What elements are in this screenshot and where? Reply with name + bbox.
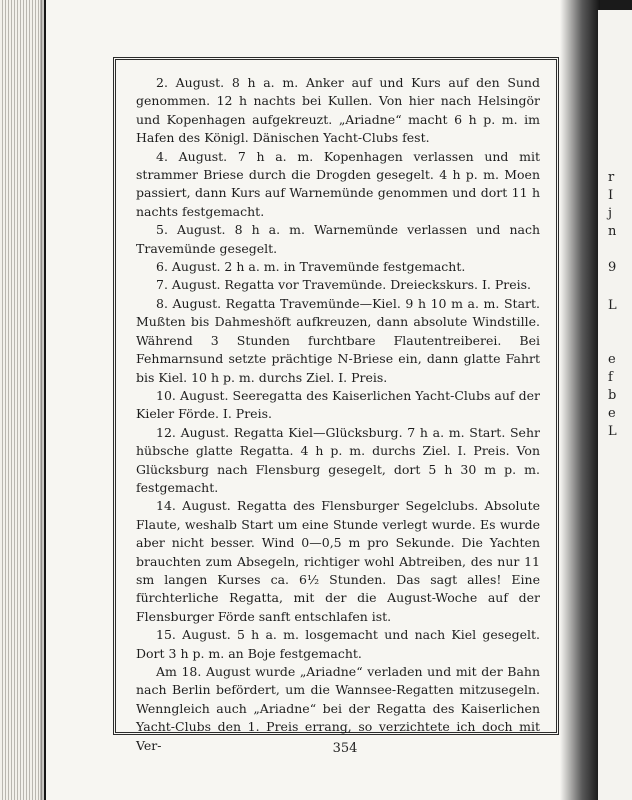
diary-entry-aug-10: 10. August. Seeregatta des Kaiserlichen Yacht-Clubs auf der Kieler Förde. I. Preis. (136, 387, 540, 422)
facing-page-fragment: 9 (608, 260, 617, 275)
facing-page-fragment: b (608, 388, 617, 403)
diary-entry-aug-7: 7. August. Regatta vor Travemünde. Dreieckskurs. I. Preis. (156, 277, 532, 293)
book-page-edges (0, 0, 44, 800)
facing-page-fragment: n (608, 224, 617, 239)
diary-entry-aug-8: 8. August. Regatta Travemünde—Kiel. 9 h 10 m a. m. Start. Mußten bis Dahmeshöft aufkreuzen, dann absolute Windstille. Während 3 Stunden furchtbare Flautentreiberei. Bei Fehmarnsund setzte prächtige N-Briese ein, dann glatte Fahrt bis Kiel. 10 h p. m. durchs Ziel. I. Preis. (136, 295, 540, 385)
book-gutter (560, 0, 600, 800)
facing-page-fragment: L (608, 298, 617, 313)
facing-page (598, 10, 632, 800)
diary-entry-aug-5: 5. August. 8 h a. m. Warnemünde verlassen und nach Travemünde gesegelt. (136, 222, 540, 256)
page-body-text (136, 74, 540, 755)
diary-entry-aug-14: 14. August. Regatta des Flensburger Segelclubs. Absolute Flaute, weshalb Start um eine Stunde verlegt wurde. Es wurde aber nicht besser. Wind 0—0,5 m pro Sekunde. Die Yachten brauchten zum Absegeln, richtiger wohl Abtreiben, des nur 11 sm langen Kurses ca. 6½ Stunden. Das sagt alles! Eine fürchterliche Regatta, mit der die August-Woche auf der Flensburger Förde sanft entschlafen ist. (136, 498, 540, 624)
facing-page-fragment: r (608, 170, 615, 185)
facing-page-fragment: e (608, 406, 616, 421)
diary-entry-aug-18: Am 18. August wurde „Ariadne“ verladen und mit der Bahn nach Berlin befördert, um die Wannsee-Regatten mitzusegeln. Wenngleich auch „Ariadne“ bei der Regatta des Kaiserlichen Yacht-Clubs den 1. Preis errang, so verzichtete ich doch mit Ver- (136, 664, 540, 753)
diary-entry-aug-2: 2. August. 8 h a. m. Anker auf und Kurs auf den Sund genommen. 12 h nachts bei Kullen. Von hier nach Helsingör und Kopenhagen aufgekreuzt. „Ariadne“ macht 6 h p. m. im Hafen des Königl. Dänischen Yacht-Clubs fest. (136, 75, 540, 146)
facing-page-fragment: f (608, 370, 613, 385)
facing-page-fragment: e (608, 352, 616, 367)
facing-page-fragment: j (608, 206, 613, 221)
diary-entry-aug-6: 6. August. 2 h a. m. in Travemünde festgemacht. (156, 259, 466, 275)
diary-entry-aug-12: 12. August. Regatta Kiel—Glücksburg. 7 h a. m. Start. Sehr hübsche glatte Regatta. 4 h p. m. durchs Ziel. I. Preis. Von Glücksburg nach Flensburg gesegelt, dort 5 h 30 m p. m. festgemacht. (136, 424, 540, 495)
page-number: 354 (332, 741, 358, 756)
diary-entry-aug-4: 4. August. 7 h a. m. Kopenhagen verlassen und mit strammer Briese durch die Drogden gesegelt. 4 h p. m. Moen passiert, dann Kurs auf Warnemünde genommen und dort 11 h nachts festgemacht. (136, 148, 540, 219)
facing-page-fragment: L (608, 424, 617, 439)
facing-page-fragment: I (608, 188, 614, 203)
diary-entry-aug-15: 15. August. 5 h a. m. losgemacht und nach Kiel gesegelt. Dort 3 h p. m. an Boje festgemacht. (136, 627, 540, 661)
